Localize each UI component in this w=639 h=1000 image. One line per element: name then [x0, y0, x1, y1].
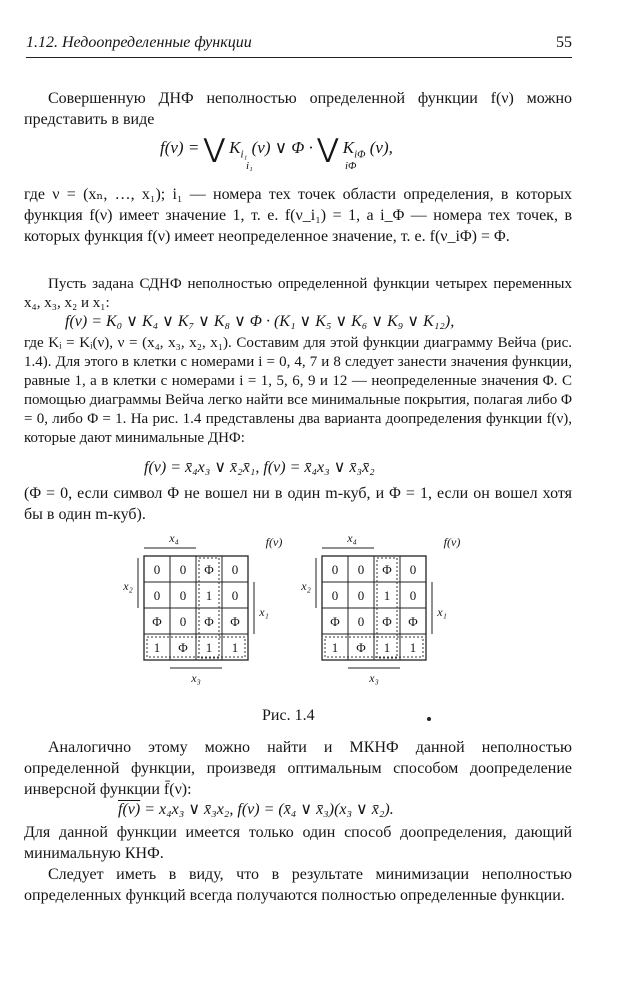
cell-value: 1 — [205, 588, 213, 603]
cell-value: 0 — [409, 588, 417, 603]
veitch-diagram-2 — [300, 531, 460, 685]
paragraph-1: Совершенную ДНФ неполностью определенной функции f(ν) можно представить в виде — [24, 90, 572, 128]
cell-value: 0 — [231, 588, 239, 603]
formula-1-lhs: f(ν) = — [160, 138, 200, 157]
paragraph-7: Для данной функции имеется только один способ доопределения, дающий минимальную КНФ. — [24, 824, 572, 862]
formula-1-index-2: iΦ — [345, 160, 357, 172]
label-x1: x₁ — [259, 605, 269, 619]
paragraph-2: где ν = (xₙ, …, x₁); i₁ — номера тех точек области определения, в которых функция f(ν) имеет значение 1, т. е. f(ν_i₁) = 1, а i_Φ — номера тех точек, в которых функция f(ν) имеет неопределенное значение, т. е. f(ν_iΦ) = Φ. — [24, 186, 572, 245]
formula-1-mid: (ν) ∨ Φ · — [251, 138, 313, 157]
cell-value: 1 — [331, 640, 339, 655]
cell-value: Φ — [382, 614, 392, 629]
label-x3: x₃ — [369, 671, 379, 685]
stray-dot — [427, 717, 431, 721]
page-number: 55 — [556, 34, 572, 51]
paragraph-5: (Φ = 0, если символ Φ не вошел ни в один m-куб, и Φ = 1, если он вошел хотя бы в один m-куб). — [24, 485, 572, 523]
header-title: 1.12. Недоопределенные функции — [26, 34, 252, 51]
formula-1-vee: ⋁ — [203, 134, 225, 163]
label-x2: x₂ — [123, 579, 133, 593]
cell-value: Φ — [178, 640, 188, 655]
paragraph-3: Пусть задана СДНФ неполностью определенной функции четырех переменных x₄, x₃, x₂ и x₁: — [24, 276, 572, 311]
cell-value: 1 — [409, 640, 417, 655]
cell-value: 0 — [357, 614, 365, 629]
cell-value: Φ — [382, 562, 392, 577]
formula-1-index-1: i₁ — [246, 160, 253, 172]
cell-value: Φ — [230, 614, 240, 629]
cell-value: 0 — [357, 562, 365, 577]
formula-1-end: (ν), — [369, 138, 393, 157]
cell-value: 0 — [357, 588, 365, 603]
formula-1-k-sub: i₁ — [240, 148, 248, 161]
formula-1-k2: K — [342, 138, 355, 157]
figure-caption: Рис. 1.4 — [262, 707, 315, 724]
cell-value: 0 — [153, 588, 161, 603]
cell-value: 0 — [331, 588, 339, 603]
cell-value: 1 — [231, 640, 239, 655]
label-x3: x₃ — [191, 671, 201, 685]
cell-value: 0 — [179, 588, 187, 603]
formula-1-k2-sub: iΦ — [354, 148, 366, 161]
cell-value: 1 — [153, 640, 161, 655]
veitch-diagram-1 — [122, 531, 282, 685]
label-x4: x₄ — [347, 531, 357, 545]
cell-value: Φ — [330, 614, 340, 629]
label-f: f(ν) — [443, 535, 461, 549]
paragraph-8: Следует иметь в виду, что в результате минимизации неполностью определенных функций всегда получаются полностью определенные функции. — [24, 866, 572, 904]
formula-4-inverse: f(ν) — [118, 801, 141, 818]
cell-value: 0 — [231, 562, 239, 577]
formula-4-rest: = x₄x₃ ∨ x̄₃x₂, f(ν) = (x̄₄ ∨ x̄₃)(x₃ ∨ x̄₂). — [144, 801, 394, 818]
formula-1-k: K — [229, 138, 241, 157]
cell-value: Φ — [356, 640, 366, 655]
label-x2: x₂ — [301, 579, 311, 593]
cell-value: 1 — [383, 640, 391, 655]
formula-3-lhs-1: f(ν) = — [144, 459, 181, 476]
formula-3-rhs-2: x̄₄x₃ ∨ x̄₃x̄₂ — [304, 459, 375, 476]
paragraph-6: Аналогично этому можно найти и МКНФ данной неполностью определенной функции, произведя оптимальным способом доопределение инверсной функции f̄(ν): — [24, 739, 572, 798]
paragraph-4: где Kᵢ = Kᵢ(ν), ν = (x₄, x₃, x₂, x₁). Составим для этой функции диаграмму Вейча (рис. 1.4). Для этого в клетки с номерами i = 0, 4, 7 и 8 следует занести значения функции, равные 1, а в клетки с номерами i = 1, 5, 6, 9 и 12 — неопределенные значения Φ. С помощью диаграммы Вейча легко найти все минимальные покрытия, полагая либо Φ = 0, либо Φ = 1. На рис. 1.4 представлены два варианта доопределения функции f(ν), которые дают минимальные ДНФ: — [24, 335, 572, 446]
cell-value: 0 — [179, 614, 187, 629]
cell-value: 0 — [179, 562, 187, 577]
formula-1-vee-2: ⋁ — [317, 134, 339, 163]
cell-value: 1 — [205, 640, 213, 655]
cell-value: 1 — [383, 588, 391, 603]
cell-value: Φ — [204, 614, 214, 629]
cell-value: Φ — [408, 614, 418, 629]
label-x4: x₄ — [169, 531, 179, 545]
formula-3-rhs-1: x̄₄x₃ ∨ x̄₂x̄₁, — [185, 459, 260, 476]
formula-2: f(ν) = K₀ ∨ K₄ ∨ K₇ ∨ K₈ ∨ Φ · (K₁ ∨ K₅ ∨ K₆ ∨ K₉ ∨ K₁₂), — [65, 313, 455, 330]
formula-3-lhs-2: f(ν) = — [263, 459, 301, 476]
label-f: f(ν) — [265, 535, 283, 549]
cell-value: Φ — [204, 562, 214, 577]
label-x1: x₁ — [437, 605, 447, 619]
cell-value: Φ — [152, 614, 162, 629]
formula-4 — [118, 799, 394, 819]
cell-value: 0 — [153, 562, 161, 577]
cell-value: 0 — [409, 562, 417, 577]
cell-value: 0 — [331, 562, 339, 577]
